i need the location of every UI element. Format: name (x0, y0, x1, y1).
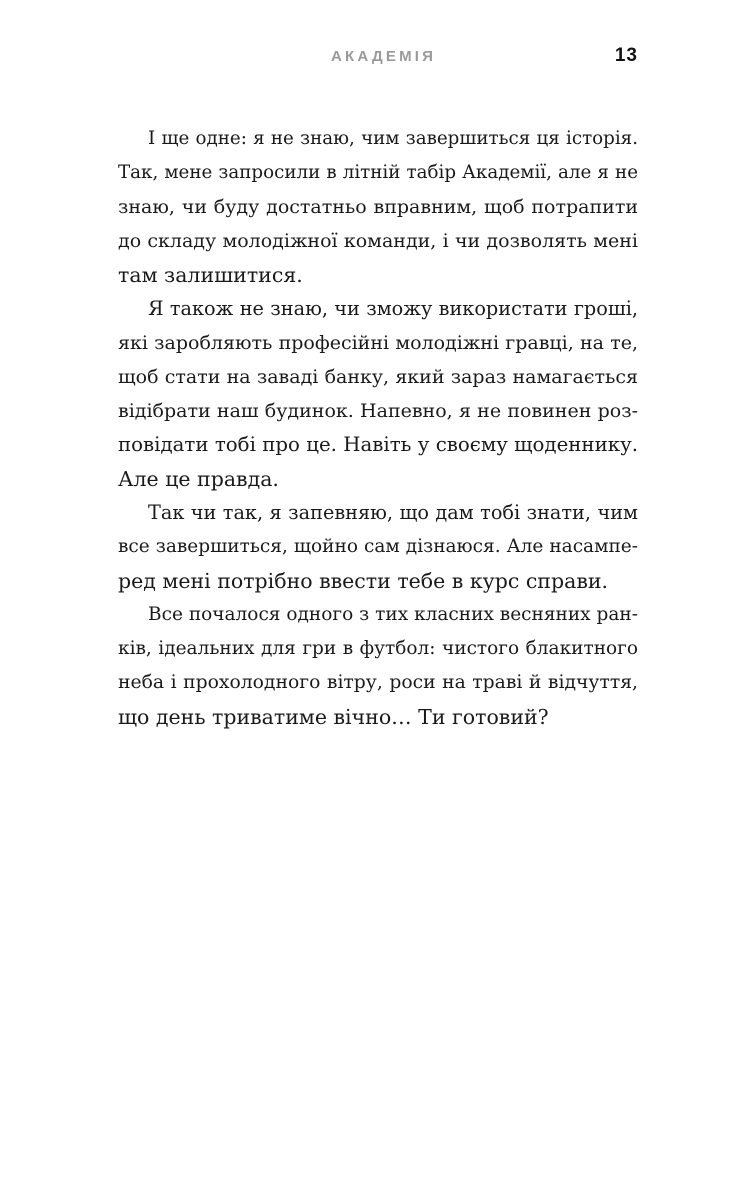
paragraph-2 (118, 292, 638, 496)
text-line: ред мені потрібно ввести тебе в курс справи. (118, 569, 609, 593)
body-text (118, 122, 638, 734)
paragraph-3 (118, 496, 638, 598)
paragraph-1 (118, 122, 638, 292)
text-line: до складу молодіжної команди, і чи дозволять мені (118, 230, 638, 252)
text-line: щоб стати на заваді банку, який зараз намагається (118, 366, 638, 388)
text-line: там залишитися. (118, 263, 303, 287)
text-line: знаю, чи буду достатньо вправним, щоб потрапити (118, 196, 638, 218)
text-line: Але це правда. (118, 467, 279, 491)
text-line: Так, мене запросили в літній табір Академії, але я не (118, 162, 638, 183)
text-line: повідати тобі про це. Навіть у своєму щоденнику. (118, 433, 638, 456)
text-line: все завершиться, щойно сам дізнаюся. Але насампе- (118, 536, 638, 557)
text-line: відібрати наш будинок. Напевно, я не повинен роз- (118, 400, 638, 422)
text-line: І ще одне: я не знаю, чим завершиться ця історія. (148, 128, 638, 149)
text-line: Я також не знаю, чи зможу використати гроші, (148, 297, 638, 320)
text-line: що день триватиме вічно… Ти готовий? (118, 705, 549, 729)
paragraph-4 (118, 598, 638, 734)
text-line: які заробляють професійні молодіжні гравці, на те, (118, 332, 638, 354)
text-line: Так чи так, я запевняю, що дам тобі знати, чим (148, 501, 638, 524)
text-line: неба і прохолодного вітру, роси на траві й відчуття, (118, 672, 638, 693)
page-number: 13 (614, 45, 638, 66)
text-line: Все почалося одного з тих класних весняних ран- (148, 604, 638, 625)
header-title: АКАДЕМІЯ (331, 48, 437, 65)
text-line: ків, ідеальних для гри в футбол: чистого блакитного (118, 638, 638, 659)
